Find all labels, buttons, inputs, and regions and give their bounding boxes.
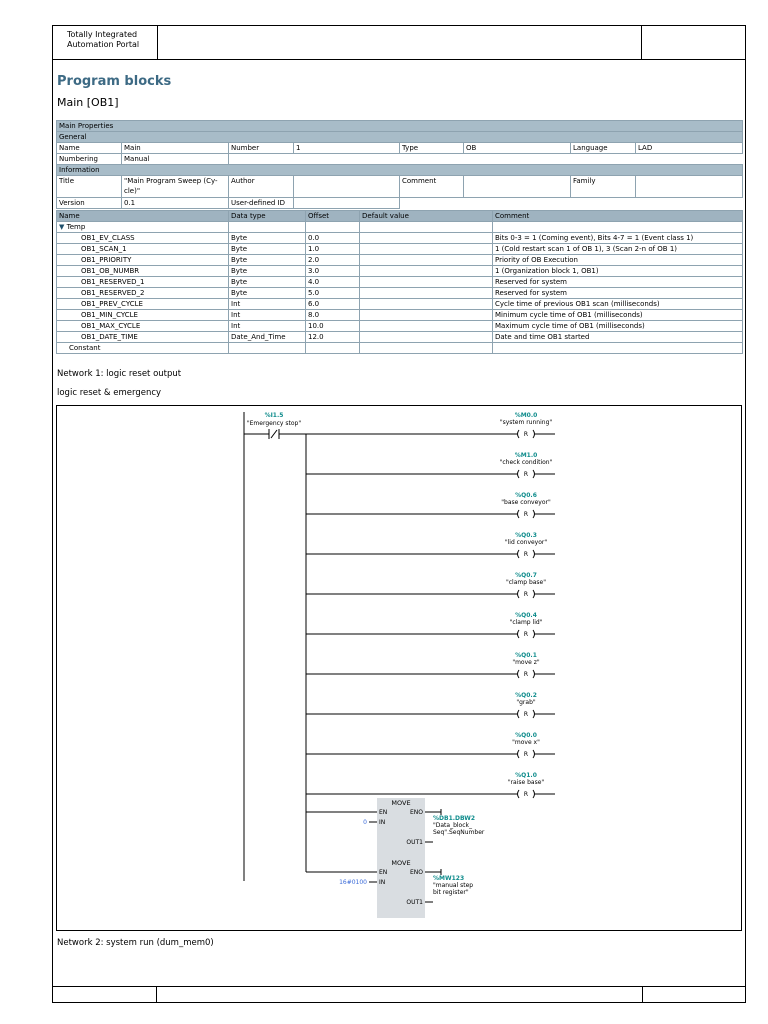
coil-bracket: [533, 470, 535, 478]
prop-label: Numbering: [57, 154, 122, 165]
coil-symbol: "grab": [516, 699, 536, 706]
interface-cell: Int: [229, 321, 306, 332]
interface-cell: [360, 277, 493, 288]
interface-row: [57, 310, 743, 321]
move-in-value: 16#0100: [339, 879, 367, 886]
interface-cell: [360, 321, 493, 332]
coil-symbol: "lid conveyor": [504, 539, 548, 546]
move-title: MOVE: [391, 859, 411, 867]
coil-symbol: "raise base": [507, 779, 545, 786]
interface-row: [57, 233, 743, 244]
interface-cell: [360, 310, 493, 321]
coil-reset-symbol: R: [523, 791, 529, 798]
coil-reset-symbol: R: [523, 711, 529, 718]
move-out-symbol: Seq".SeqNumber: [433, 829, 485, 836]
section-general: General: [57, 132, 743, 143]
coil-symbol: "clamp base": [505, 579, 547, 586]
column-header: Default value: [360, 211, 493, 222]
prop-label: Comment: [400, 176, 464, 198]
temp-section-row: [57, 222, 743, 233]
interface-cell: Byte: [229, 266, 306, 277]
coil-bracket: [518, 750, 520, 758]
interface-row: [57, 255, 743, 266]
interface-cell: 3.0: [306, 266, 360, 277]
network1-title: Network 1: logic reset output: [57, 369, 182, 379]
move-box: [377, 798, 425, 858]
interface-cell: OB1_PRIORITY: [57, 255, 229, 266]
coil-symbol: "check condition": [499, 459, 553, 466]
header-frame: [52, 25, 746, 60]
interface-cell: OB1_MIN_CYCLE: [57, 310, 229, 321]
move-title: MOVE: [391, 799, 411, 807]
interface-cell: [360, 233, 493, 244]
prop-label: Name: [57, 143, 122, 154]
interface-cell: 12.0: [306, 332, 360, 343]
coil-address: %Q0.7: [515, 572, 537, 579]
interface-table: [56, 210, 743, 354]
interface-cell: Bits 0-3 = 1 (Coming event), Bits 4-7 = 1 (Event class 1): [493, 233, 743, 244]
coil-symbol: "move z": [512, 659, 540, 666]
interface-cell: OB1_DATE_TIME: [57, 332, 229, 343]
interface-cell: Byte: [229, 233, 306, 244]
move-box: [377, 858, 425, 918]
coil-symbol: "base conveyor": [501, 499, 551, 506]
properties-table: [56, 120, 743, 209]
interface-cell: OB1_SCAN_1: [57, 244, 229, 255]
column-header: Name: [57, 211, 229, 222]
coil-bracket: [518, 670, 520, 678]
prop-label: Language: [571, 143, 636, 154]
prop-label: Title: [57, 176, 122, 198]
interface-cell: OB1_PREV_CYCLE: [57, 299, 229, 310]
interface-cell: 1.0: [306, 244, 360, 255]
interface-row: [57, 299, 743, 310]
coil-address: %M0.0: [514, 412, 538, 419]
coil-bracket: [518, 430, 520, 438]
temp-label: Temp: [66, 223, 86, 231]
column-header: Offset: [306, 211, 360, 222]
interface-cell: 10.0: [306, 321, 360, 332]
interface-cell: Byte: [229, 255, 306, 266]
coil-bracket: [533, 430, 535, 438]
prop-value: Main: [122, 143, 229, 154]
coil-reset-symbol: R: [523, 591, 529, 598]
interface-row: [57, 321, 743, 332]
coil-bracket: [518, 470, 520, 478]
move-en-label: EN: [379, 809, 388, 816]
interface-cell: Byte: [229, 288, 306, 299]
constant-section-row: [57, 343, 743, 354]
interface-cell: [360, 244, 493, 255]
prop-label: Family: [571, 176, 636, 198]
interface-cell: Int: [229, 310, 306, 321]
contact-address: %I1.5: [264, 412, 284, 419]
prop-value: "Main Program Sweep (Cy- cle)": [122, 176, 229, 198]
coil-address: %Q0.3: [515, 532, 537, 539]
interface-row: [57, 244, 743, 255]
prop-value: 1: [294, 143, 400, 154]
interface-row: [57, 288, 743, 299]
collapse-triangle-icon: ▼: [59, 223, 65, 231]
interface-cell: Priority of OB Execution: [493, 255, 743, 266]
coil-address: %Q0.0: [515, 732, 537, 739]
move-out-symbol: bit register": [433, 889, 469, 896]
interface-cell: 8.0: [306, 310, 360, 321]
coil-symbol: "move x": [512, 739, 540, 746]
interface-cell: Byte: [229, 277, 306, 288]
interface-cell: [360, 255, 493, 266]
interface-cell: OB1_MAX_CYCLE: [57, 321, 229, 332]
move-out-address: %MW123: [433, 875, 465, 882]
coil-reset-symbol: R: [523, 751, 529, 758]
interface-row: [57, 332, 743, 343]
column-header: Data type: [229, 211, 306, 222]
coil-bracket: [518, 790, 520, 798]
move-out-label: OUT1: [406, 899, 423, 906]
coil-bracket: [533, 750, 535, 758]
coil-reset-symbol: R: [523, 431, 529, 438]
interface-row: [57, 277, 743, 288]
move-out-symbol: "Data_block_: [433, 822, 473, 829]
prop-label: Type: [400, 143, 464, 154]
interface-cell: OB1_EV_CLASS: [57, 233, 229, 244]
move-in-label: IN: [379, 819, 386, 826]
section-main-properties: Main Properties: [57, 121, 743, 132]
interface-cell: OB1_OB_NUMBR: [57, 266, 229, 277]
interface-cell: 1 (Cold restart scan 1 of OB 1), 3 (Scan 2-n of OB 1): [493, 244, 743, 255]
coil-bracket: [518, 590, 520, 598]
interface-cell: Date_And_Time: [229, 332, 306, 343]
coil-address: %Q0.2: [515, 692, 537, 699]
prop-value: LAD: [636, 143, 743, 154]
coil-bracket: [518, 710, 520, 718]
prop-value: OB: [464, 143, 571, 154]
block-name: Main [OB1]: [57, 96, 119, 109]
coil-symbol: "system running": [499, 419, 553, 426]
interface-cell: Reserved for system: [493, 288, 743, 299]
interface-cell: 5.0: [306, 288, 360, 299]
coil-reset-symbol: R: [523, 511, 529, 518]
interface-cell: OB1_RESERVED_2: [57, 288, 229, 299]
coil-bracket: [533, 670, 535, 678]
interface-cell: [360, 299, 493, 310]
interface-cell: Reserved for system: [493, 277, 743, 288]
interface-cell: 6.0: [306, 299, 360, 310]
coil-address: %M1.0: [514, 452, 538, 459]
coil-bracket: [533, 510, 535, 518]
move-eno-label: ENO: [409, 869, 423, 876]
coil-bracket: [533, 590, 535, 598]
interface-cell: Maximum cycle time of OB1 (milliseconds): [493, 321, 743, 332]
prop-label: User-defined ID: [229, 198, 294, 209]
coil-reset-symbol: R: [523, 551, 529, 558]
interface-header-row: [57, 211, 743, 222]
coil-address: %Q0.1: [515, 652, 537, 659]
coil-bracket: [533, 630, 535, 638]
footer-frame: [52, 986, 746, 1003]
coil-bracket: [518, 630, 520, 638]
move-out-symbol: "manual step: [433, 882, 474, 889]
coil-bracket: [533, 790, 535, 798]
interface-cell: OB1_RESERVED_1: [57, 277, 229, 288]
page-title: Program blocks: [57, 74, 172, 89]
prop-label: Number: [229, 143, 294, 154]
coil-address: %Q0.4: [515, 612, 537, 619]
move-in-value: 0: [363, 819, 367, 826]
move-eno-label: ENO: [409, 809, 423, 816]
interface-row: [57, 266, 743, 277]
interface-cell: Minimum cycle time of OB1 (milliseconds): [493, 310, 743, 321]
coil-address: %Q1.0: [515, 772, 537, 779]
contact-negation: [271, 430, 277, 438]
interface-cell: Date and time OB1 started: [493, 332, 743, 343]
interface-cell: 2.0: [306, 255, 360, 266]
prop-label: Version: [57, 198, 122, 209]
column-header: Comment: [493, 211, 743, 222]
coil-reset-symbol: R: [523, 671, 529, 678]
coil-reset-symbol: R: [523, 631, 529, 638]
ladder-network-1: [56, 405, 742, 931]
coil-symbol: "clamp lid": [509, 619, 543, 626]
network1-comment: logic reset & emergency: [57, 388, 162, 398]
coil-bracket: [533, 550, 535, 558]
network2-title: Network 2: system run (dum_mem0): [57, 938, 214, 948]
interface-cell: 0.0: [306, 233, 360, 244]
prop-value: 0.1: [122, 198, 229, 209]
coil-bracket: [533, 710, 535, 718]
coil-reset-symbol: R: [523, 471, 529, 478]
interface-cell: [360, 266, 493, 277]
interface-cell: [360, 332, 493, 343]
move-out-label: OUT1: [406, 839, 423, 846]
interface-cell: [360, 288, 493, 299]
section-information: Information: [57, 165, 743, 176]
interface-cell: Int: [229, 299, 306, 310]
move-out-address: %DB1.DBW2: [433, 815, 476, 822]
coil-address: %Q0.6: [515, 492, 537, 499]
interface-cell: 1 (Organization block 1, OB1): [493, 266, 743, 277]
move-in-label: IN: [379, 879, 386, 886]
interface-cell: Byte: [229, 244, 306, 255]
constant-label: Constant: [57, 343, 229, 354]
interface-cell: Cycle time of previous OB1 scan (milliseconds): [493, 299, 743, 310]
move-en-label: EN: [379, 869, 388, 876]
contact-symbol: "Emergency stop": [246, 420, 302, 427]
product-name: Totally Integrated Automation Portal: [67, 30, 140, 49]
interface-cell: 4.0: [306, 277, 360, 288]
coil-bracket: [518, 510, 520, 518]
coil-bracket: [518, 550, 520, 558]
prop-value: Manual: [122, 154, 229, 165]
prop-label: Author: [229, 176, 294, 198]
